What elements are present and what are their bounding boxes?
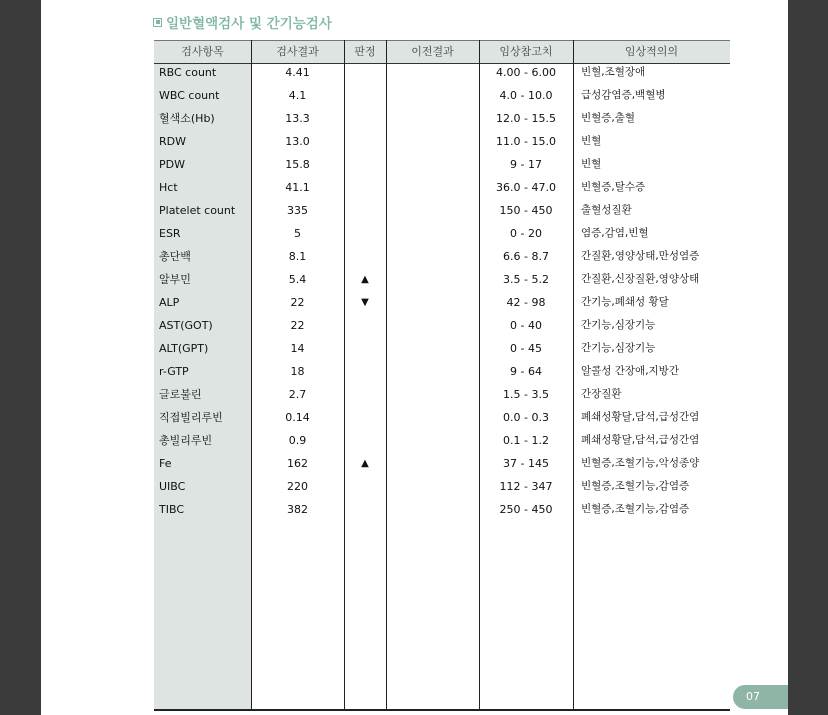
cell-item: AST(GOT) bbox=[159, 319, 213, 332]
cell-judge bbox=[344, 479, 386, 502]
cell-result: 41.1 bbox=[285, 181, 310, 194]
cell-judge bbox=[344, 364, 386, 387]
cell-prev bbox=[386, 433, 479, 456]
cell-prev bbox=[386, 203, 479, 226]
cell-ref: 0 - 45 bbox=[510, 342, 542, 355]
document-page bbox=[41, 0, 788, 715]
table-row bbox=[154, 272, 730, 295]
cell-result: 335 bbox=[287, 204, 308, 217]
cell-item: 총단백 bbox=[159, 250, 191, 263]
cell-prev bbox=[386, 157, 479, 180]
cell-meaning: 빈혈 bbox=[581, 135, 602, 147]
cell-item: WBC count bbox=[159, 89, 220, 102]
cell-judge bbox=[344, 88, 386, 111]
header-result: 검사결과 bbox=[276, 45, 319, 58]
cell-judge bbox=[344, 433, 386, 456]
cell-meaning: 출혈성질환 bbox=[581, 204, 632, 216]
cell-judge bbox=[344, 134, 386, 157]
cell-judge bbox=[344, 111, 386, 134]
cell-judge bbox=[344, 249, 386, 272]
cell-judge bbox=[344, 341, 386, 364]
cell-ref: 11.0 - 15.0 bbox=[496, 135, 556, 148]
table-row bbox=[154, 410, 730, 433]
page-number: 07 bbox=[733, 685, 788, 709]
cell-prev bbox=[386, 387, 479, 410]
cell-item: 혈색소(Hb) bbox=[159, 112, 215, 125]
cell-meaning: 빈혈증,조혈기능,감염증 bbox=[581, 480, 690, 492]
cell-meaning: 폐쇄성황달,담석,급성간염 bbox=[581, 434, 700, 446]
cell-meaning: 간기능,심장기능 bbox=[581, 342, 656, 354]
cell-ref: 4.00 - 6.00 bbox=[496, 66, 556, 79]
table-row bbox=[154, 295, 730, 318]
cell-prev bbox=[386, 226, 479, 249]
cell-result: 382 bbox=[287, 503, 308, 516]
cell-ref: 0.0 - 0.3 bbox=[503, 411, 549, 424]
table-row bbox=[154, 502, 730, 525]
cell-meaning: 간기능,심장기능 bbox=[581, 319, 656, 331]
table-row bbox=[154, 318, 730, 341]
cell-judge bbox=[344, 502, 386, 525]
table-header bbox=[154, 40, 730, 64]
table-row bbox=[154, 157, 730, 180]
cell-ref: 42 - 98 bbox=[506, 296, 546, 309]
square-bullet-icon bbox=[153, 18, 162, 27]
cell-judge bbox=[344, 318, 386, 341]
cell-item: RBC count bbox=[159, 66, 217, 79]
header-judge: 판정 bbox=[354, 45, 376, 58]
cell-result: 0.9 bbox=[288, 434, 307, 447]
cell-judge bbox=[344, 65, 386, 88]
cell-prev bbox=[386, 295, 479, 318]
table-row bbox=[154, 134, 730, 157]
cell-item: Hct bbox=[159, 181, 178, 194]
cell-meaning: 빈혈증,조혈기능,악성종양 bbox=[581, 457, 700, 469]
cell-prev bbox=[386, 364, 479, 387]
cell-ref: 9 - 64 bbox=[510, 365, 542, 378]
cell-ref: 0 - 40 bbox=[510, 319, 542, 332]
cell-judge bbox=[344, 203, 386, 226]
cell-result: 18 bbox=[290, 365, 305, 378]
section-title-text: 일반혈액검사 및 간기능검사 bbox=[166, 16, 332, 32]
cell-judge: ▼ bbox=[361, 297, 369, 308]
cell-item: 직접빌리루빈 bbox=[159, 411, 223, 424]
cell-ref: 0.1 - 1.2 bbox=[503, 434, 549, 447]
cell-ref: 250 - 450 bbox=[499, 503, 553, 516]
cell-result: 22 bbox=[290, 319, 305, 332]
cell-prev bbox=[386, 479, 479, 502]
header-item: 검사항목 bbox=[181, 45, 224, 58]
table-row bbox=[154, 180, 730, 203]
cell-item: 글로불린 bbox=[159, 388, 202, 401]
cell-item: r-GTP bbox=[159, 365, 189, 378]
cell-ref: 37 - 145 bbox=[503, 457, 549, 470]
table-row bbox=[154, 341, 730, 364]
cell-judge: ▲ bbox=[361, 458, 369, 469]
section-title bbox=[153, 12, 332, 32]
cell-result: 8.1 bbox=[288, 250, 307, 263]
cell-meaning: 빈혈,조혈장애 bbox=[581, 66, 646, 78]
header-prev: 이전결과 bbox=[411, 45, 454, 58]
cell-judge bbox=[344, 226, 386, 249]
cell-prev bbox=[386, 88, 479, 111]
table-row bbox=[154, 111, 730, 134]
cell-meaning: 빈혈증,탈수증 bbox=[581, 181, 646, 193]
cell-meaning: 알콜성 간장애,지방간 bbox=[581, 365, 679, 377]
table-row bbox=[154, 226, 730, 249]
cell-result: 13.0 bbox=[285, 135, 310, 148]
cell-meaning: 빈혈 bbox=[581, 158, 602, 170]
cell-item: ESR bbox=[159, 227, 181, 240]
table-row bbox=[154, 456, 730, 479]
cell-prev bbox=[386, 249, 479, 272]
cell-judge bbox=[344, 387, 386, 410]
cell-result: 4.1 bbox=[288, 89, 307, 102]
table-row bbox=[154, 249, 730, 272]
cell-meaning: 염증,감염,빈혈 bbox=[581, 227, 649, 239]
cell-item: RDW bbox=[159, 135, 186, 148]
cell-ref: 12.0 - 15.5 bbox=[496, 112, 556, 125]
cell-ref: 1.5 - 3.5 bbox=[503, 388, 549, 401]
cell-result: 15.8 bbox=[285, 158, 310, 171]
cell-result: 162 bbox=[287, 457, 308, 470]
cell-prev bbox=[386, 502, 479, 525]
cell-result: 22 bbox=[290, 296, 305, 309]
cell-ref: 9 - 17 bbox=[510, 158, 542, 171]
cell-judge bbox=[344, 180, 386, 203]
cell-item: ALT(GPT) bbox=[159, 342, 209, 355]
cell-result: 2.7 bbox=[288, 388, 307, 401]
cell-item: UIBC bbox=[159, 480, 186, 493]
cell-prev bbox=[386, 65, 479, 88]
cell-result: 14 bbox=[290, 342, 305, 355]
cell-meaning: 간질환,영양상태,만성염증 bbox=[581, 250, 700, 262]
cell-item: Fe bbox=[159, 457, 172, 470]
table-row bbox=[154, 203, 730, 226]
cell-meaning: 급성감염증,백혈병 bbox=[581, 89, 666, 101]
cell-meaning: 간장질환 bbox=[581, 388, 622, 400]
cell-meaning: 간기능,폐쇄성 황달 bbox=[581, 296, 669, 308]
header-meaning: 임상적의의 bbox=[624, 45, 679, 58]
table-row bbox=[154, 387, 730, 410]
cell-meaning: 빈혈증,출혈 bbox=[581, 112, 636, 124]
cell-judge bbox=[344, 410, 386, 433]
cell-judge bbox=[344, 157, 386, 180]
cell-ref: 4.0 - 10.0 bbox=[499, 89, 553, 102]
table-bottom-border bbox=[154, 709, 730, 711]
cell-item: TIBC bbox=[159, 503, 184, 516]
cell-item: ALP bbox=[159, 296, 180, 309]
cell-result: 5 bbox=[294, 227, 301, 240]
cell-result: 13.3 bbox=[285, 112, 310, 125]
cell-prev bbox=[386, 410, 479, 433]
cell-ref: 112 - 347 bbox=[499, 480, 553, 493]
cell-ref: 6.6 - 8.7 bbox=[503, 250, 549, 263]
cell-result: 5.4 bbox=[288, 273, 307, 286]
cell-prev bbox=[386, 341, 479, 364]
cell-ref: 0 - 20 bbox=[510, 227, 542, 240]
table-row bbox=[154, 364, 730, 387]
table-row bbox=[154, 479, 730, 502]
table-row bbox=[154, 88, 730, 111]
cell-judge: ▲ bbox=[361, 274, 369, 285]
cell-item: 알부민 bbox=[159, 273, 191, 286]
table-row bbox=[154, 433, 730, 456]
cell-item: PDW bbox=[159, 158, 185, 171]
lab-results-table bbox=[154, 40, 730, 711]
cell-prev bbox=[386, 456, 479, 479]
cell-prev bbox=[386, 180, 479, 203]
cell-ref: 3.5 - 5.2 bbox=[503, 273, 549, 286]
cell-item: Platelet count bbox=[159, 204, 236, 217]
cell-prev bbox=[386, 111, 479, 134]
cell-prev bbox=[386, 318, 479, 341]
cell-result: 4.41 bbox=[285, 66, 310, 79]
cell-meaning: 간질환,신장질환,영양상태 bbox=[581, 273, 700, 285]
cell-meaning: 폐쇄성황달,담석,급성간염 bbox=[581, 411, 700, 423]
cell-result: 220 bbox=[287, 480, 308, 493]
cell-prev bbox=[386, 134, 479, 157]
header-ref: 임상참고치 bbox=[499, 45, 553, 58]
cell-item: 총빌리루빈 bbox=[159, 434, 213, 447]
cell-result: 0.14 bbox=[285, 411, 310, 424]
cell-ref: 36.0 - 47.0 bbox=[496, 181, 556, 194]
cell-meaning: 빈혈증,조혈기능,감염증 bbox=[581, 503, 690, 515]
table-row bbox=[154, 65, 730, 88]
cell-prev bbox=[386, 272, 479, 295]
cell-ref: 150 - 450 bbox=[499, 204, 553, 217]
